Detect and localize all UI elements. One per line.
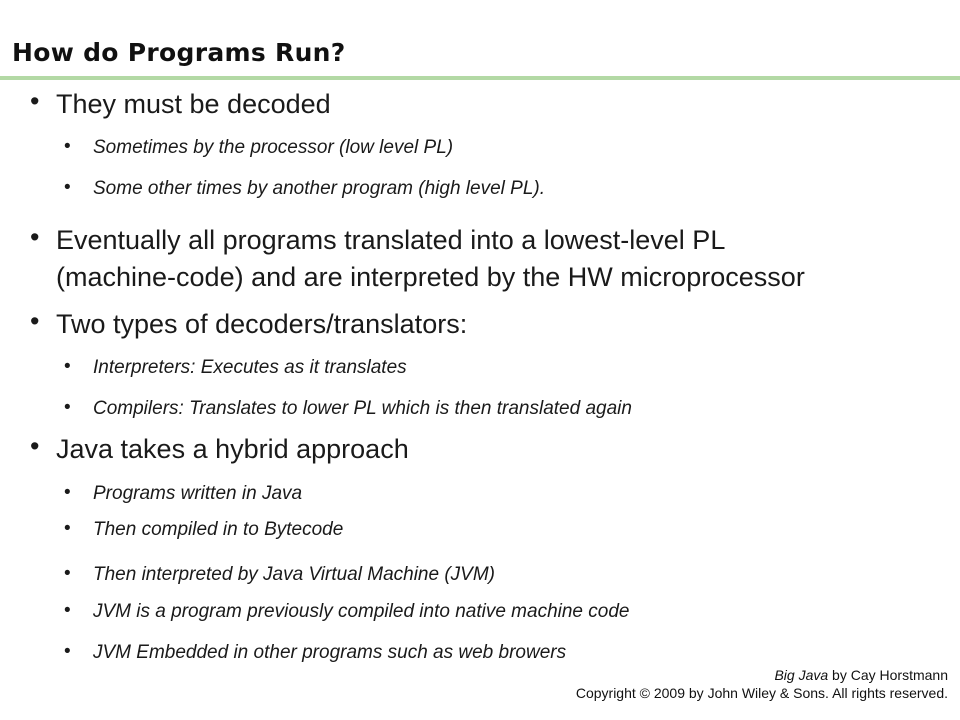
bullet-dot-icon: • xyxy=(64,482,71,503)
bullet-text: Two types of decoders/translators: xyxy=(56,309,468,339)
sub-bullet-text: JVM Embedded in other programs such as web browers xyxy=(93,642,567,663)
title-underline xyxy=(0,76,960,80)
bullet-dot-icon: • xyxy=(64,600,71,621)
footer-book-line xyxy=(576,666,948,684)
bullet-dot-icon: • xyxy=(64,641,71,662)
bullet-dot-icon: • xyxy=(64,563,71,584)
bullet-dot-icon: • xyxy=(30,86,40,116)
sub-bullet-text: JVM is a program previously compiled into native machine code xyxy=(93,601,630,622)
bullet-text: Java takes a hybrid approach xyxy=(56,434,409,464)
slide-title: How do Programs Run? xyxy=(12,38,346,67)
bullet-dot-icon: • xyxy=(64,136,71,157)
sub-bullet-text: Interpreters: Executes as it translates xyxy=(93,357,407,378)
sub-bullet-text: Then interpreted by Java Virtual Machine (JVM) xyxy=(93,564,495,585)
sub-bullet-text: Programs written in Java xyxy=(93,483,303,504)
bullet-text-continuation: (machine-code) and are interpreted by the HW microprocessor xyxy=(56,262,805,292)
bullet-dot-icon: • xyxy=(30,431,40,461)
bullet-dot-icon: • xyxy=(64,177,71,198)
bullet-dot-icon: • xyxy=(30,306,40,336)
bullet-dot-icon: • xyxy=(30,222,40,252)
book-title: Big Java xyxy=(774,667,829,683)
sub-bullet-text: Then compiled in to Bytecode xyxy=(93,519,344,540)
bullet-text: Eventually all programs translated into a lowest-level PL xyxy=(56,225,726,255)
sub-bullet-text: Sometimes by the processor (low level PL) xyxy=(93,137,454,158)
footer-credit xyxy=(576,666,948,702)
sub-bullet-text: Some other times by another program (high level PL). xyxy=(93,178,545,199)
book-author: by Cay Horstmann xyxy=(828,667,948,683)
sub-bullet-text: Compilers: Translates to lower PL which is then translated again xyxy=(93,398,632,419)
bullet-dot-icon: • xyxy=(64,518,71,539)
copyright-notice: Copyright © 2009 by John Wiley & Sons. All rights reserved. xyxy=(575,685,948,701)
bullet-dot-icon: • xyxy=(64,356,71,377)
bullet-dot-icon: • xyxy=(64,397,71,418)
bullet-text: They must be decoded xyxy=(56,89,331,119)
